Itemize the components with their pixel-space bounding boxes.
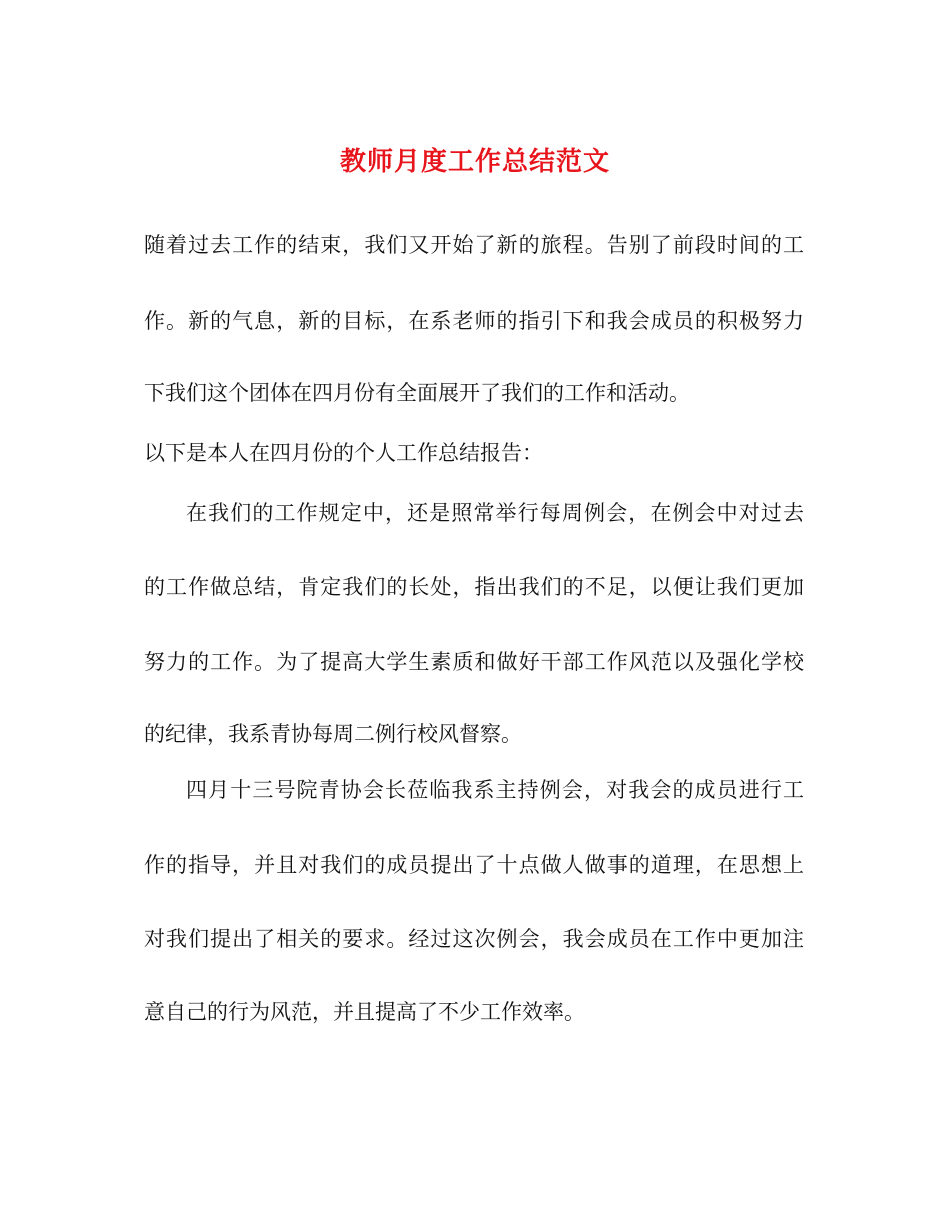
paragraph-line: 在我们的工作规定中，还是照常举行每周例会，在例会中对过去 — [186, 501, 804, 525]
paragraph-line: 作的指导，并且对我们的成员提出了十点做人做事的道理，在思想上 — [144, 853, 804, 877]
document-title: 教师月度工作总结范文 — [339, 147, 610, 177]
paragraph-line: 作。新的气息，新的目标，在系老师的指引下和我会成员的积极努力 — [144, 309, 804, 333]
paragraph-line: 四月十三号院青协会长莅临我系主持例会，对我会的成员进行工 — [186, 778, 804, 802]
paragraph-line: 的工作做总结，肯定我们的长处，指出我们的不足，以便让我们更加 — [144, 575, 804, 599]
paragraph-line: 下我们这个团体在四月份有全面展开了我们的工作和活动。 — [144, 381, 690, 405]
paragraph-line: 努力的工作。为了提高大学生素质和做好干部工作风范以及强化学校 — [144, 650, 804, 674]
paragraph-line: 随着过去工作的结束，我们又开始了新的旅程。告别了前段时间的工 — [144, 233, 804, 257]
paragraph-line: 的纪律，我系青协每周二例行校风督察。 — [144, 722, 522, 746]
paragraph-line: 以下是本人在四月份的个人工作总结报告： — [144, 441, 543, 465]
paragraph-line: 意自己的行为风范，并且提高了不少工作效率。 — [144, 1000, 585, 1024]
paragraph-line: 对我们提出了相关的要求。经过这次例会，我会成员在工作中更加注 — [144, 927, 804, 951]
